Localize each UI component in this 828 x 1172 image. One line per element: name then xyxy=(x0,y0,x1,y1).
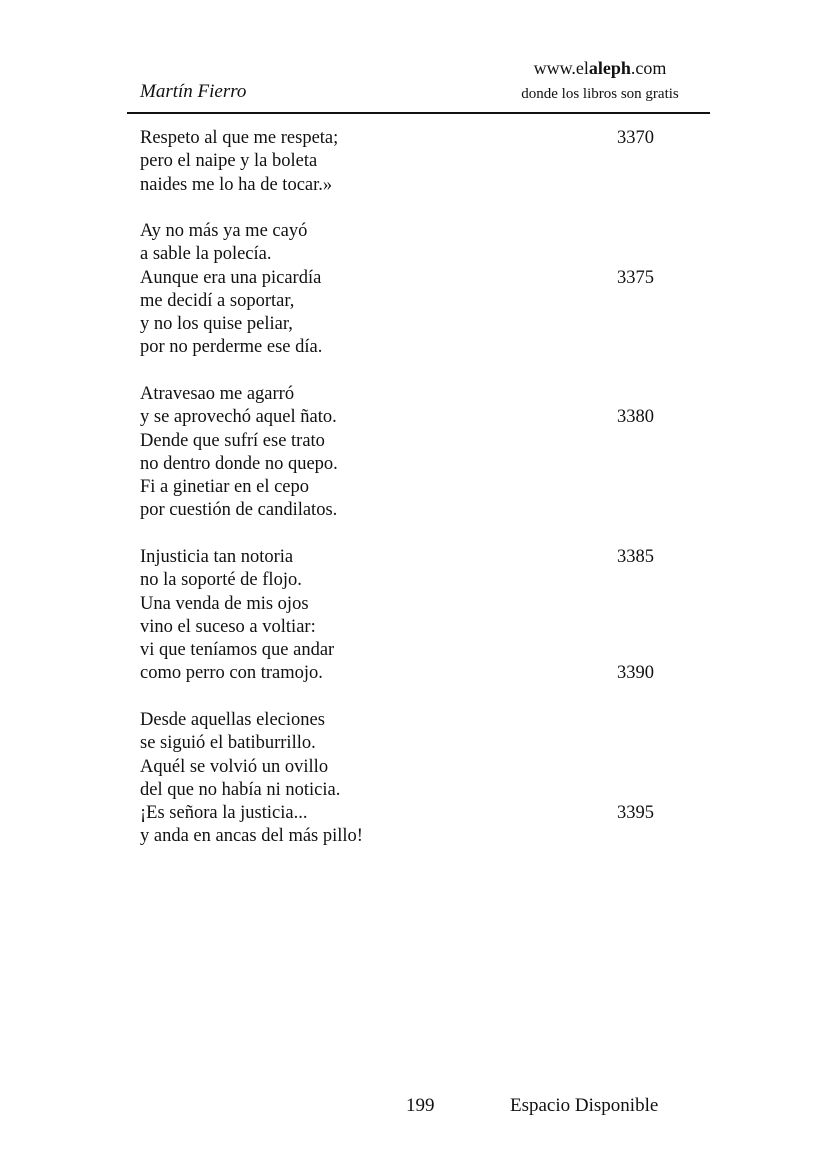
stanza xyxy=(140,127,700,197)
verse-text: vino el suceso a voltiar: xyxy=(140,616,316,637)
verse-line xyxy=(140,220,700,243)
verse-line xyxy=(140,732,700,755)
verse-line xyxy=(140,267,700,290)
verse-text: y anda en ancas del más pillo! xyxy=(140,826,363,847)
site-url-prefix: www.el xyxy=(533,58,589,78)
site-url-suffix: .com xyxy=(630,58,667,78)
verse-line xyxy=(140,825,700,848)
verse-text: del que no había ni noticia. xyxy=(140,779,341,800)
verse-text: Ay no más ya me cayó xyxy=(140,221,308,241)
verse-line xyxy=(140,383,700,406)
verse-text: Respeto al que me respeta; xyxy=(140,128,339,148)
verse-line xyxy=(140,290,700,313)
stanza xyxy=(140,546,700,686)
verse-line xyxy=(140,756,700,779)
verse-line xyxy=(140,779,700,802)
verse-text: por cuestión de candilatos. xyxy=(140,500,338,521)
verse-line xyxy=(140,243,700,266)
verse-line xyxy=(140,174,700,197)
verse-number: 3380 xyxy=(617,407,654,428)
verse-text: Atravesao me agarró xyxy=(140,384,295,404)
verse-line xyxy=(140,406,700,429)
verse-text: ¡Es señora la justicia... xyxy=(140,803,308,824)
verse-text: Desde aquellas eleciones xyxy=(140,710,325,730)
verse-line xyxy=(140,569,700,592)
page-number: 199 xyxy=(406,1095,435,1116)
verse-line xyxy=(140,709,700,732)
stanza xyxy=(140,383,700,523)
verse-text: se siguió el batiburrillo. xyxy=(140,733,316,754)
verse-text: Dende que sufrí ese trato xyxy=(140,430,325,451)
stanza xyxy=(140,220,700,360)
verse-line xyxy=(140,662,700,685)
verse-line xyxy=(140,802,700,825)
verse-line xyxy=(140,616,700,639)
verse-number: 3390 xyxy=(617,663,654,684)
verse-text: pero el naipe y la boleta xyxy=(140,151,318,172)
verse-text: a sable la polecía. xyxy=(140,244,272,265)
header-divider xyxy=(127,112,710,114)
verse-line xyxy=(140,453,700,476)
verse-line xyxy=(140,476,700,499)
verse-text: Fi a ginetiar en el cepo xyxy=(140,477,310,498)
verse-number: 3375 xyxy=(617,267,654,288)
verse-text: no dentro donde no quepo. xyxy=(140,453,338,474)
verse-text: Aquél se volvió un ovillo xyxy=(140,756,329,777)
verse-text: Una venda de mis ojos xyxy=(140,593,309,614)
verse-line xyxy=(140,430,700,453)
verse-line xyxy=(140,127,700,150)
verse-text: Injusticia tan notoria xyxy=(140,547,294,567)
site-url-bold: aleph xyxy=(588,58,631,78)
verse-text: no la soporté de flojo. xyxy=(140,570,302,591)
site-url[interactable] xyxy=(480,57,720,79)
verse-text: por no perderme ese día. xyxy=(140,337,323,358)
verse-text: me decidí a soportar, xyxy=(140,290,295,311)
verse-line xyxy=(140,313,700,336)
verse-line xyxy=(140,150,700,173)
footer-note: Espacio Disponible xyxy=(510,1095,659,1116)
verse-text: y no los quise peliar, xyxy=(140,314,293,335)
verse-text: vi que teníamos que andar xyxy=(140,640,335,661)
site-tagline: donde los libros son gratis xyxy=(521,86,679,102)
verse-number: 3395 xyxy=(617,803,654,824)
verse-text: naides me lo ha de tocar.» xyxy=(140,174,333,195)
verse-line xyxy=(140,499,700,522)
verse-text: como perro con tramojo. xyxy=(140,663,323,684)
verse-number: 3385 xyxy=(617,547,654,567)
verse-text: Aunque era una picardía xyxy=(140,267,322,288)
verse-line xyxy=(140,546,700,569)
verse-text: y se aprovechó aquel ñato. xyxy=(140,407,337,428)
verse-number: 3370 xyxy=(617,128,654,148)
stanza xyxy=(140,709,700,849)
verse-line xyxy=(140,593,700,616)
verse-line xyxy=(140,336,700,359)
verse-line xyxy=(140,639,700,662)
book-title: Martín Fierro xyxy=(140,81,247,102)
page-header xyxy=(0,0,828,115)
